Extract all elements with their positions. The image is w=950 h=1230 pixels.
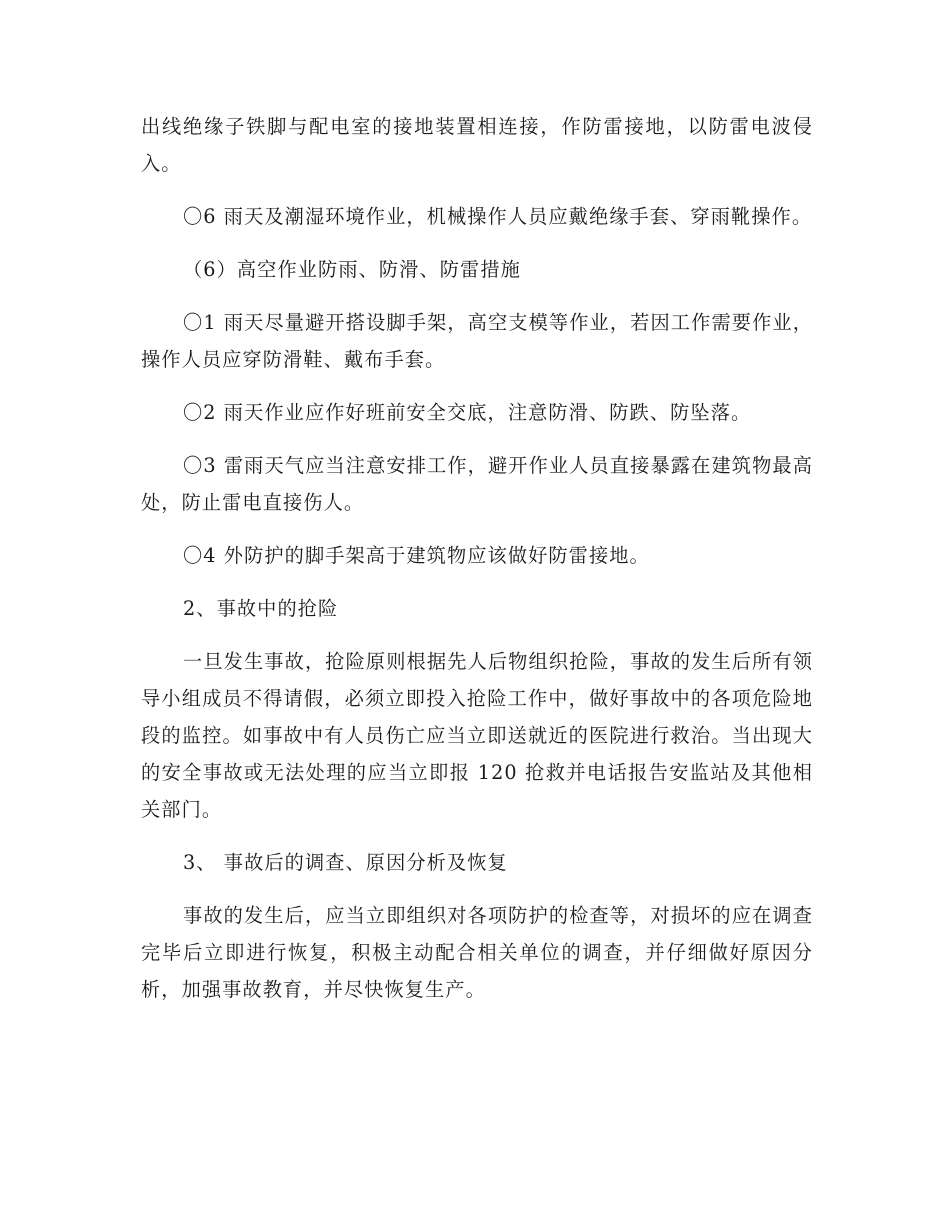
paragraph-item-2-safety-briefing: 〇2 雨天作业应作好班前安全交底，注意防滑、防跌、防坠落。 bbox=[183, 401, 752, 424]
paragraph-rescue-principles: 一旦发生事故，抢险原则根据先人后物组织抢险，事故的发生后所有领导小组成员不得请假，必须立即投入抢险工作中，做好事故中的各项危险地段的监控。如事故中有人员伤亡应当立即送就近的医院进行救治。当出现大的安全事故或无法处理的应当立即报 120 抢救并电话报告安监站及其他相关部门。 bbox=[141, 650, 813, 821]
paragraph-item-3-thunderstorm-arrangement: 〇3 雷雨天气应当注意安排工作，避开作业人员直接暴露在建筑物最高处，防止雷电直接伤人。 bbox=[141, 454, 813, 514]
document-body bbox=[141, 108, 813, 1024]
paragraph-post-accident-recovery: 事故的发生后，应当立即组织对各项防护的检查等，对损坏的应在调查完毕后立即进行恢复，积极主动配合相关单位的调查，并仔细做好原因分析，加强事故教育，并尽快恢复生产。 bbox=[141, 904, 813, 1001]
heading-rescue-during-accident: 2、事故中的抢险 bbox=[183, 597, 339, 620]
heading-high-altitude-work-measures: （6）高空作业防雨、防滑、防雷措施 bbox=[183, 258, 521, 281]
paragraph-item-4-scaffold-grounding: 〇4 外防护的脚手架高于建筑物应该做好防雷接地。 bbox=[183, 544, 650, 567]
paragraph-item-6-wet-weather-machinery: 〇6 雨天及潮湿环境作业，机械操作人员应戴绝缘手套、穿雨靴操作。 bbox=[183, 205, 813, 228]
paragraph-item-1-avoid-scaffolding: 〇1 雨天尽量避开搭设脚手架，高空支模等作业，若因工作需要作业，操作人员应穿防滑鞋、戴布手套。 bbox=[141, 311, 813, 371]
heading-post-accident-investigation: 3、 事故后的调查、原因分析及恢复 bbox=[183, 851, 508, 874]
paragraph-lightning-grounding-continued: 出线绝缘子铁脚与配电室的接地装置相连接，作防雷接地，以防雷电波侵入。 bbox=[141, 115, 813, 175]
